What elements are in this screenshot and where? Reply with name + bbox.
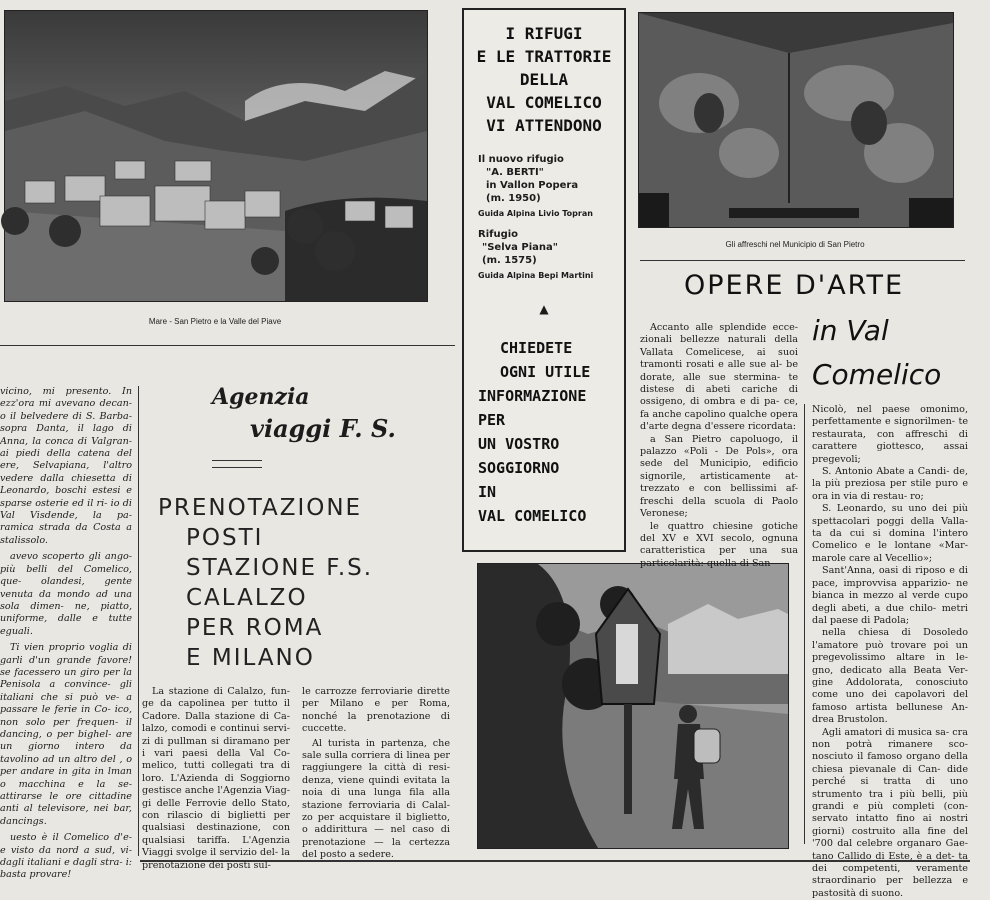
art-headline-line3: Comelico [812, 358, 942, 391]
art-column-divider [804, 404, 805, 844]
rifugio-berti: Il nuovo rifugio "A. BERTI" in Vallon Popera (m. 1950) Guida Alpina Livio Topran [478, 154, 593, 218]
rule-left-top [0, 345, 455, 346]
fresco-room-image [639, 13, 953, 227]
village-photo-caption: Mare - San Pietro e la Valle del Piave [148, 317, 282, 326]
fresco-photo-caption: Gli affreschi nel Municipio di San Pietro [725, 240, 865, 249]
art-column-1: Accanto alle splendide ecce- zionali bellezze naturali della Vallata Comelicese, ai suoi tramonti rosati e alle sue al- be dorate, alle sue stermina- te distese di abeti cariche di ossigeno, di ombra e di pa- ce, fa anche capolino qualche opera d'arte degna d'essere ricordata: a San Pietro capoluogo, il palazzo «Poli - De Pols», ora sede del Municipio, edificio signorile, artisticamente at- trezzato e con bellissimi af- freschi della scuola di Paolo Veronese; le quattro chiesine gotiche del XV e XVI secolo, ognuna caratteristica per una sua particolarità: quella di San [640, 322, 798, 569]
fir-tree-icon: ▲ [539, 302, 549, 316]
art-headline-line2: in Val [812, 314, 889, 347]
refuges-title: I RIFUGI E LE TRATTORIE DELLA VAL COMELICO VI ATTENDONO [476, 24, 612, 135]
agency-body-left: La stazione di Calalzo, fun- ge da capolinea per tutto il Cadore. Dalla stazione di Ca- lalzo, comodi e continui servi- zi di pullman si diramano per i vari paesi della Val Co- melico, tutti collegati tra di loro. L'Azienda di Soggiorno gestisce anche l'Agenzia Viag- gi delle Ferrovie dello Stato, con rilascio di biglietti per qualsiasi destinazione, con qualsiasi tariffa. L'Agenzia Viaggi svolge il servizio del- la prenotazione dei posti sul- [142, 686, 290, 871]
fresco-photo [638, 12, 954, 228]
left-article-column: vicino, mi presento. In ezz'ora mi avevano decan- o il belvedere di S. Barba- sopra Danta, il lago di Anna, la conca di Valgran- ai piedi della catena del ere, Selvapiana, l'altro vedere dalla chiesetta di Leonardo, boschi estesi e sparse osterie ed il ri- io di Val Visdende, la pa- ramica strada da Costa a stalissolo. avevo scoperto gli ango- più belli del Comelico, que- olandesi, gente venuta da mondo ad una sola dimen- ne, piatto, uniforme, dalle e tutte eguali. Ti vien proprio voglia di garli d'un grande favore! se facessero un giro per la Penisola a convince- gli italiani che si può ve- a passare le ferie in Co- ico, non solo per frequen- il dancing, o per bighel- are un giorno intero da tavolino ad un altro del , o per andare in gita in lman o macchina e la se- attirarse le ore cittadine anti al televisore, nei bar, dancings. uesto è il Comelico d'e- e visto da nord a sud, vi- dagli italiani e dagli stra- i: basta provare! [0, 386, 132, 881]
village-photo [4, 10, 428, 302]
refuges-cta: CHIEDETE OGNI UTILE INFORMAZIONE PER UN VOSTRO SOGGIORNO IN VAL COMELICO [478, 339, 591, 525]
agency-logo-line1: Agenzia [212, 384, 310, 410]
refuges-box [462, 8, 626, 552]
agency-ornament [212, 460, 262, 468]
village-landscape-image [5, 11, 427, 301]
agency-body-right: le carrozze ferroviarie dirette per Milano e per Roma, nonché la prenotazione di cuccette. Al turista in partenza, che sale sulla corriera di linea per raggiungere la città di resi- denza, viene quindi evitata la noia di una lunga fila alla stazione ferroviaria di Calal- zo per acquistare il biglietto, o addirittura — nel caso di prenotazione — la certezza del posto a sedere. [302, 686, 450, 861]
art-column-2: Nicolò, nel paese omonimo, perfettamente e signorilmen- te restaurata, con affreschi di carattere giottesco, assai pregevoli; S. Antonio Abate a Candi- de, la più preziosa per stile puro e ora in via di restau- ro; S. Leonardo, su uno dei più spettacolari poggi della Valla- ta da cui si domina l'intero Comelico e le lontane «Mar- marole care al Vecellio»; Sant'Anna, oasi di riposo e di pace, improvvisa apparizio- ne bianca in mezzo al verde cupo degli abeti, a due chilo- metri dal paese di Padola; nella chiesa di Dosoledo l'amatore può trovare poi un pregevolissimo altare in le- gno, dedicato alla Beata Ver- gine Addolorata, conosciuto come uno dei capolavori del famoso artista bellunese An- drea Brustolon. Agli amatori di musica sa- cra non potrà rimanere sco- nosciuto il famoso organo della chiesa pievanale di Can- dide perché si tratta di uno strumento tra i più belli, più grandi e più completi (con- servato intatto fino ai nostri giorni) costruito alla fine del '700 dal celebre organaro Gae- tano Callido di Este, è a det- ta dei competenti, veramente straordinario per bellezza e pastosità di suono. [812, 404, 968, 899]
agency-headline: PRENOTAZIONE POSTI STAZIONE F.S. CALALZO PER ROMA E MILANO [158, 495, 374, 671]
left-column-divider [138, 386, 139, 856]
hiker-shrine-photo [477, 563, 789, 849]
rifugio-selva-piana: Rifugio "Selva Piana" (m. 1575) Guida Alpina Bepi Martini [478, 229, 594, 280]
agency-logo-line2: viaggi F. S. [250, 414, 396, 443]
rule-right-top [640, 260, 965, 261]
art-headline: OPERE D'ARTE [684, 270, 905, 301]
hiker-shrine-image [478, 564, 788, 848]
